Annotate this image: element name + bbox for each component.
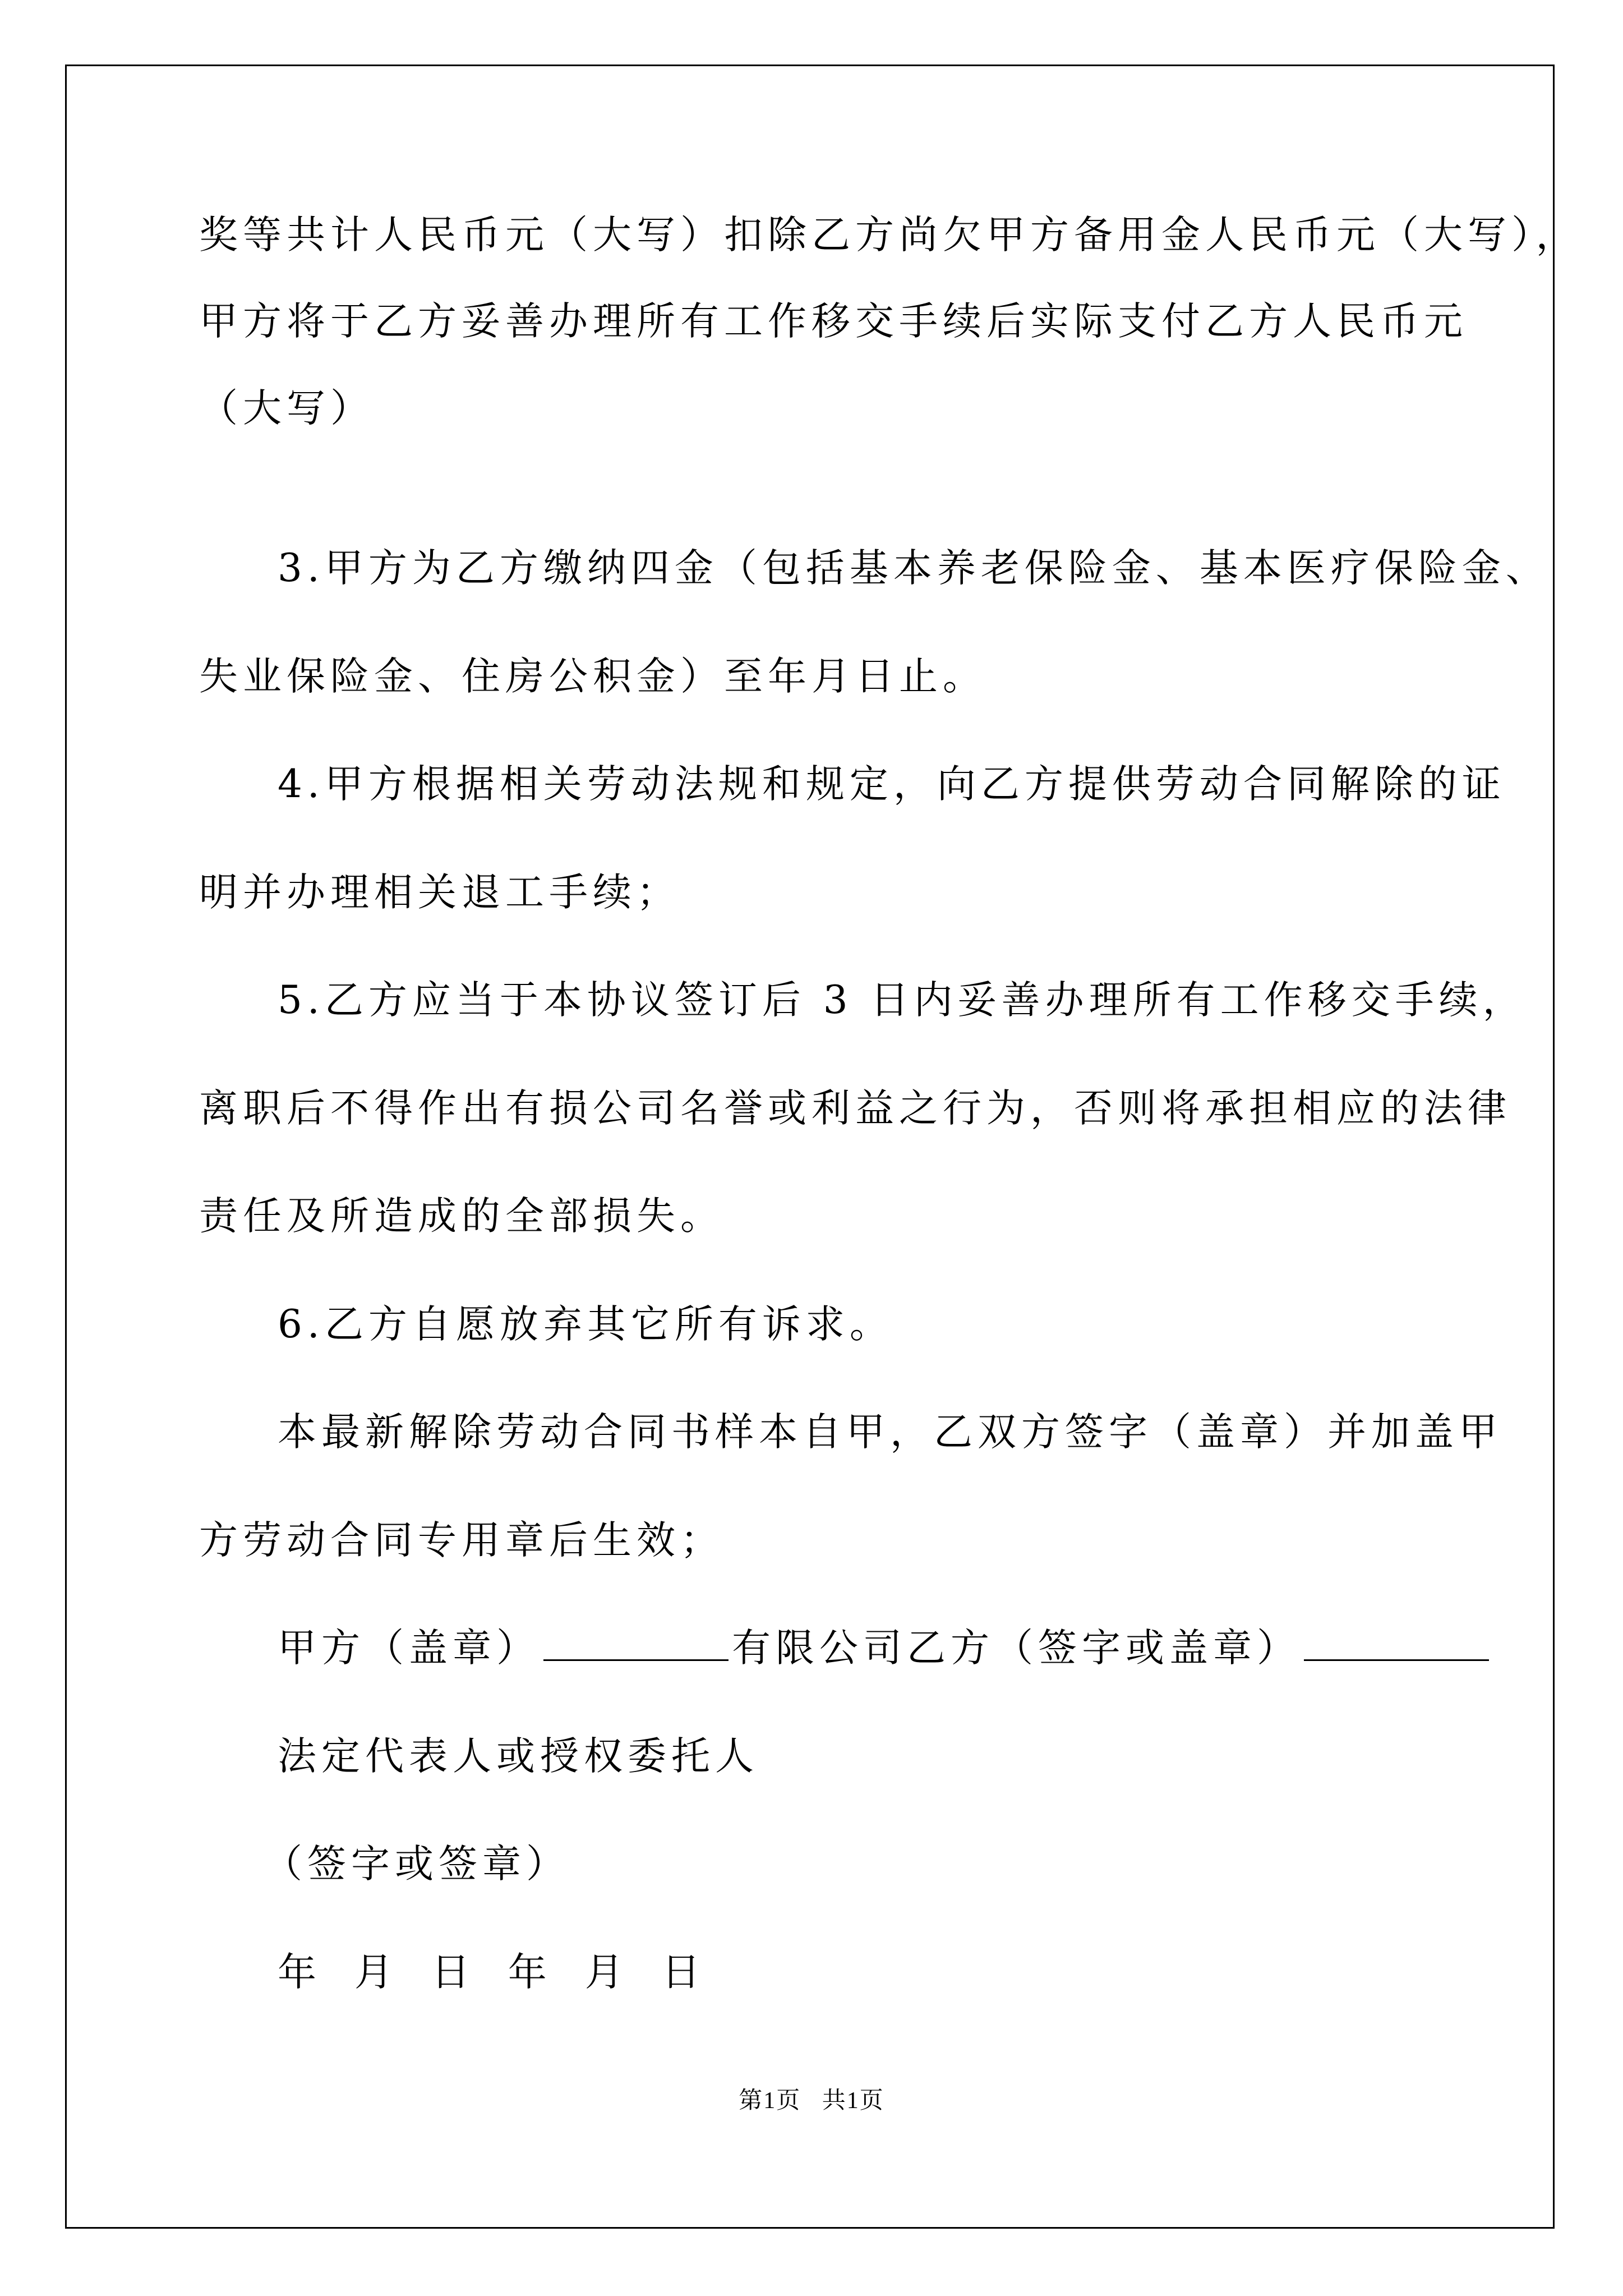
- text-line: （大写）: [199, 386, 374, 431]
- date-line: 年 月 日 年 月 日: [278, 1950, 706, 1995]
- party-a-blank: [543, 1626, 728, 1661]
- signature-line-party-a: [278, 1626, 1492, 1671]
- page-number: 第1页 共1页: [739, 2088, 884, 2114]
- text-line: 6.乙方自愿放弃其它所有诉求。: [278, 1302, 893, 1347]
- text-line: 甲方将于乙方妥善办理所有工作移交手续后实际支付乙方人民币元: [199, 299, 1468, 344]
- text-line: 本最新解除劳动合同书样本自甲，乙双方签字（盖章）并加盖甲: [278, 1410, 1502, 1455]
- party-a-label: 甲方（盖章）: [278, 1626, 540, 1671]
- party-b-blank: [1304, 1626, 1489, 1661]
- text-line: 离职后不得作出有损公司名誉或利益之行为，否则将承担相应的法律: [199, 1086, 1511, 1131]
- text-line: 5.乙方应当于本协议签订后 3 日内妥善办理所有工作移交手续，: [278, 978, 1527, 1023]
- text-line: 4.甲方根据相关劳动法规和规定，向乙方提供劳动合同解除的证: [278, 762, 1506, 807]
- text-line: 责任及所造成的全部损失。: [199, 1194, 724, 1239]
- representative-line: 法定代表人或授权委托人: [278, 1734, 759, 1779]
- text-line: 方劳动合同专用章后生效；: [199, 1518, 724, 1563]
- page-footer: [0, 2087, 1623, 2115]
- text-line: 奖等共计人民币元（大写）扣除乙方尚欠甲方备用金人民币元（大写），: [199, 213, 1580, 257]
- text-line: 3.甲方为乙方缴纳四金（包括基本养老保险金、基本医疗保险金、: [278, 546, 1550, 591]
- party-b-label: 有限公司乙方（签字或盖章）: [732, 1626, 1301, 1671]
- sign-or-seal-line: （签字或签章）: [264, 1842, 570, 1887]
- text-line: 失业保险金、住房公积金）至年月日止。: [199, 654, 986, 699]
- text-line: 明并办理相关退工手续；: [199, 870, 680, 915]
